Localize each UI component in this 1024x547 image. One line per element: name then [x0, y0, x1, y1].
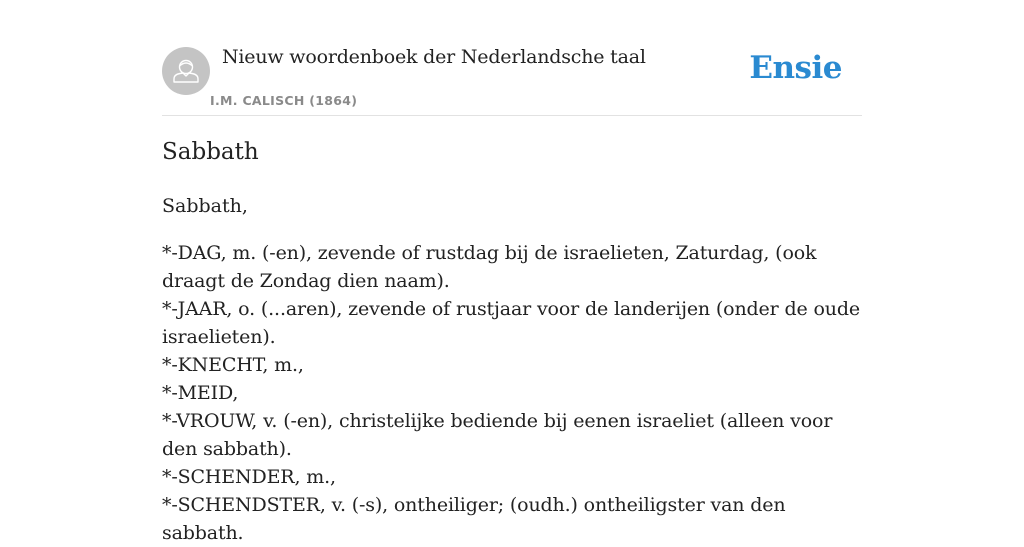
entry-line: *-SCHENDSTER, v. (-s), ontheiliger; (oudh.) ontheiligster van den sabbath. — [162, 494, 786, 544]
entry-line: *-JAAR, o. (...aren), zevende of rustjaar voor de landerijen (onder de oude israelieten). — [162, 298, 860, 348]
user-icon — [162, 47, 210, 95]
book-author[interactable]: I.M. CALISCH (1864) — [210, 93, 358, 108]
entry-line: *-MEID, — [162, 382, 239, 404]
entry-line: *-KNECHT, m., — [162, 354, 304, 376]
entry-line: *-VROUW, v. (-en), christelijke bediende bij eenen israeliet (alleen voor den sabbath). — [162, 410, 833, 460]
author-avatar[interactable] — [162, 47, 210, 95]
entry-lead: Sabbath, — [162, 195, 248, 217]
entry-line: *-SCHENDER, m., — [162, 466, 336, 488]
entry-title: Sabbath — [162, 139, 259, 165]
entry-body — [162, 192, 862, 547]
entry-line: *-DAG, m. (-en), zevende of rustdag bij de israelieten, Zaturdag, (ook draagt de Zondag dien naam). — [162, 242, 817, 292]
ensie-logo[interactable]: Ensie — [749, 50, 842, 86]
source-header — [162, 0, 862, 116]
book-title[interactable]: Nieuw woordenboek der Nederlandsche taal — [222, 46, 646, 68]
